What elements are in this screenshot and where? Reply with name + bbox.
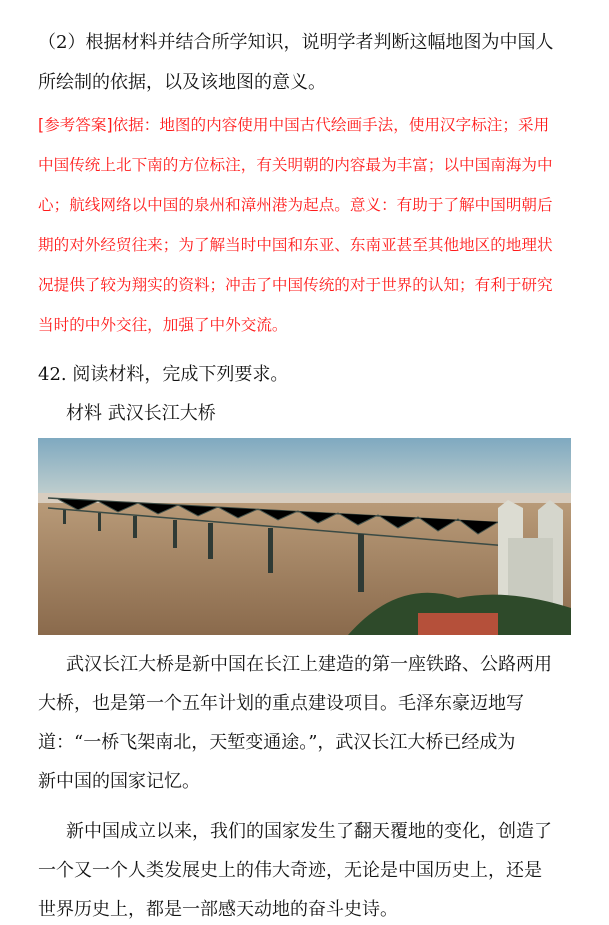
paragraph-line: 一个又一个人类发展史上的伟大奇迹，无论是中国历史上，还是 [38,860,542,881]
paragraph-line: 世界历史上，都是一部感天动地的奋斗史诗。 [38,899,398,920]
paragraph-line: 新中国成立以来，我们的国家发生了翻天覆地的变化，创造了 [66,821,552,842]
wuhan-bridge-photo [38,438,571,635]
question-42-heading: 42. 阅读材料，完成下列要求。 [38,364,289,385]
question-line: 所绘制的依据，以及该地图的意义。 [38,72,326,93]
answer-line: 当时的中外交往，加强了中外交流。 [38,316,288,334]
question-line: （2）根据材料并结合所学知识，说明学者判断这幅地图为中国人 [38,32,554,53]
answer-line: [参考答案]依据：地图的内容使用中国古代绘画手法，使用汉字标注；采用 [38,116,550,134]
answer-line: 况提供了较为翔实的资料；冲击了中国传统的对于世界的认知；有利于研究 [38,276,553,294]
material-title: 材料 武汉长江大桥 [66,403,216,424]
answer-line: 心；航线网络以中国的泉州和漳州港为起点。意义：有助于了解中国明朝后 [38,196,553,214]
paragraph-line: 大桥，也是第一个五年计划的重点建设项目。毛泽东豪迈地写 [38,693,524,714]
answer-line: 期的对外经贸往来；为了解当时中国和东亚、东南亚甚至其他地区的地理状 [38,236,553,254]
answer-line: 中国传统上北下南的方位标注，有关明朝的内容最为丰富；以中国南海为中 [38,156,553,174]
paragraph-line: 武汉长江大桥是新中国在长江上建造的第一座铁路、公路两用 [66,654,552,675]
paragraph-line: 道：“一桥飞架南北，天堑变通途。”，武汉长江大桥已经成为 [38,732,516,753]
paragraph-line: 新中国的国家记忆。 [38,771,200,792]
